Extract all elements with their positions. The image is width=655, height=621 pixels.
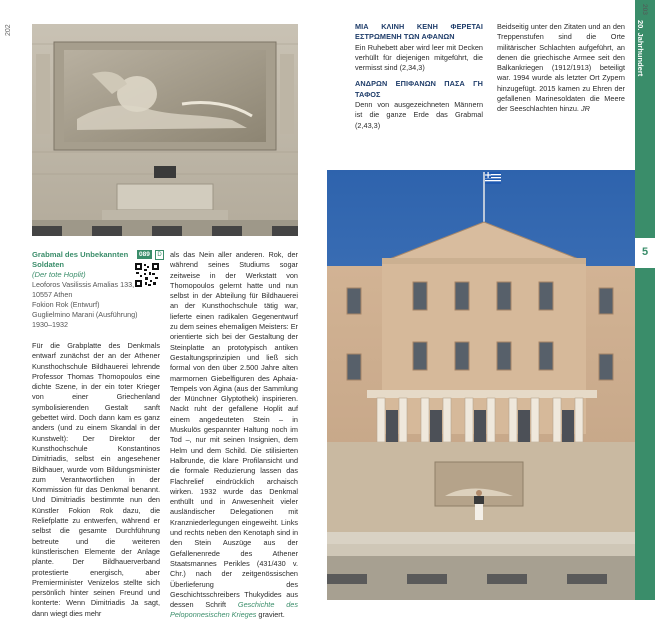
caption-address-2: 10557 Athen [32, 290, 73, 299]
caption-subtitle: (Der tote Hoplit) [32, 270, 86, 279]
col4-text: Beidseitig unter den Zitaten und an den Treppenstufen sind die Orte militärischer Schlachten aufgeführt, an denen die griechische Armee seit den Balkankriegen (1912/1913) beteiligt war. 1994 wurde als letzter Ort Zypern hinzugefügt. 2015 kamen zu Ehren der gefallenen Marinesoldaten die Meere der Seeschlachten hinzu. [497, 22, 625, 114]
parliament-photo [327, 170, 635, 600]
location-badge: 089 [139, 251, 150, 258]
quote1-heading: ΜΙΑ ΚΛΙΝΗ ΚΕΝΗ ΦΕΡΕΤΑΙ ΕΣΤΡΩΜΕΝΗ ΤΩΝ ΑΦΑΝΩΝ [355, 22, 483, 42]
map-grid-badge: D [155, 250, 164, 260]
col2-text-end: graviert. [256, 610, 285, 620]
left-page-number: 202 [5, 24, 12, 36]
body-text-column-4 [497, 22, 625, 115]
quote-column [355, 22, 483, 137]
qr-code-icon[interactable] [135, 263, 159, 287]
tomb-relief-photo [32, 24, 298, 236]
caption-address-1: Leoforos Vasilissis Amalias 133, [32, 280, 135, 289]
author-initials: JR [580, 104, 590, 114]
quote2-heading: ΑΝΔΡΩΝ ΕΠΙΦΑΝΩΝ ΠΑΣΑ ΓΗ ΤΑΦΟΣ [355, 79, 483, 99]
col2-text: als das Nein aller anderen. Rok, der während seines Studiums sogar zeitweise in der Werkstatt von Thomopoulos gelernt hatte und nun selbst in der Abteilung für Bildhauerei an der Kunsthochschule tätig war, lieferte einen radikalen Gegenentwurf zu dem seines ehemaligen Meisters: Er orientierte sich bei der Gestaltung der Steinplatte an prototypisch antiken Gestaltungsprinzipien und ließ sich formal von den über 2.500 Jahre alten marmornen Giebelfiguren des Aphaia-Tempels von Ägina (aus der Sammlung der Münchner Glyptothek) inspirieren. Nackt ruht der gefallene Hoplit auf einem angedeuteten Stein – in Muskulös gespannter Haltung noch im Tod –, nur mit seinen Insignien, dem Helm und dem Schild. Die stilisierten Halbrunde, die klare Profilansicht und die formale Reduzierung lassen das Flachrelief eindrücklich archaisch wirken. 1932 wurde das Denkmal enthüllt und in Anwesenheit vieler ausländischer Delegationen mit Kranzniederlegungen eingeweiht. Links und rechts neben den Kenotaph sind in den Stein Auszüge aus der Gefallenenrede des Athener Staatsmannes Perikles (431/430 v. Chr.) nach der zeitgenössischen Überlieferung des Geschichtsschreibers Thukydides aus dessen Schrift [170, 250, 298, 610]
caption-title: Grabmal des Unbekannten Soldaten [32, 250, 129, 269]
caption-block [32, 250, 162, 330]
book-title: Geschichte des Peloponnesischen Krieges [170, 600, 298, 620]
caption-artist-1: Fokion Rok (Entwurf) [32, 300, 100, 309]
chapter-number: 5 [641, 246, 649, 258]
body-text-column-1: Für die Grabplatte des Denkmals entwarf zunächst der an der Athener Kunsthochschule Bildhauerei lehrende Professor Thomas Thomopoulos eine dichte Szene, in der ein toter Krieger von einer Griechenland symbolisierenden Gestalt sanft gebettet wird. Doch dann kam es ganz anders (und zu einem Skandal in der Kunstwelt): Der Direktor der Kunsthochschule Konstantinos Dimitriadis, selbst ein angesehener Bildhauer, wurde vom Bildungsminister zum Verantwortlichen in der Kommission für das Denkmal benannt. Und Dimitriadis bestimmte nun den Künstler Fokion Rok dazu, die Reliefplatte zu entwerfen, während er selbst die gesamte Durchführung betreute und die weiteren künstlerischen Elemente der Anlage plante. Der Bildhauerverband protestierte energisch, aber Premierminister Venizelos stellte sich persönlich hinter seinen Freund und konterte: Wenn Dimitriadis Ja sagt, dann wiegt dies mehr [32, 341, 160, 618]
caption-artist-2: Guglielmino Marani (Ausführung) [32, 310, 138, 319]
quote1-body: Ein Ruhebett aber wird leer mit Decken verhüllt für diejenigen mitgeführt, die vermisst sind (2,34,3) [355, 42, 483, 73]
right-page-number: 203 [641, 4, 648, 15]
body-text-column-2 [170, 250, 298, 621]
chapter-label: 20. Jahrhundert [636, 20, 645, 77]
caption-years: 1930–1932 [32, 320, 68, 329]
quote2-body: Denn von ausgezeichneten Männern ist die ganze Erde das Grabmal (2,43,3) [355, 100, 483, 130]
chapter-tab [635, 0, 655, 600]
